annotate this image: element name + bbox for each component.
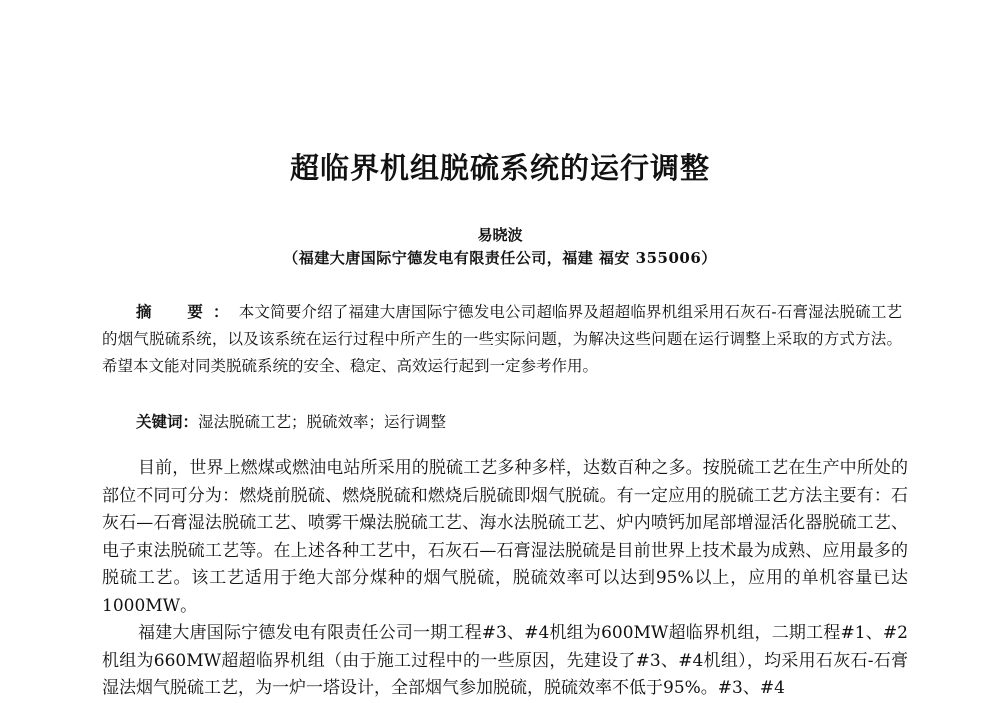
- author-name: 易晓波: [477, 226, 523, 244]
- keywords-text: 湿法脱硫工艺；脱硫效率；运行调整: [198, 413, 447, 431]
- body-paragraph-2: 福建大唐国际宁德发电有限责任公司一期工程#3、#4机组为600MW超临界机组，二期工程#1、#2机组为660MW超超临界机组（由于施工过程中的一些原因，先建设了#3、#4机组），均采用石灰石-石膏湿法烟气脱硫工艺，为一炉一塔设计，全部烟气参加脱硫，脱硫效率不低于95%。#3、#4: [102, 623, 908, 698]
- author-affiliation: （福建大唐国际宁德发电有限责任公司，福建 福安 355006）: [283, 249, 717, 267]
- abstract-label: 摘 要：: [136, 302, 239, 321]
- abstract: [102, 298, 902, 380]
- keywords: [136, 408, 896, 436]
- keywords-label: 关键词：: [136, 412, 199, 431]
- body-paragraph-1: 目前，世界上燃煤或燃油电站所采用的脱硫工艺多种多样，达数百种之多。按脱硫工艺在生产中所处的部位不同可分为：燃烧前脱硫、燃烧脱硫和燃烧后脱硫即烟气脱硫。有一定应用的脱硫工艺方法主要有：石灰石—石膏湿法脱硫工艺、喷雾干燥法脱硫工艺、海水法脱硫工艺、炉内喷钙加尾部增湿活化器脱硫工艺、电子束法脱硫工艺等。在上述各种工艺中，石灰石—石膏湿法脱硫是目前世界上技术最为成熟、应用最多的脱硫工艺。该工艺适用于绝大部分煤种的烟气脱硫，脱硫效率可以达到95%以上，应用的单机容量已达1000MW。: [102, 458, 908, 616]
- abstract-text: 本文简要介绍了福建大唐国际宁德发电公司超临界及超超临界机组采用石灰石-石膏湿法脱硫工艺的烟气脱硫系统，以及该系统在运行过程中所产生的一些实际问题，为解决这些问题在运行调整上采取的方式方法。希望本文能对同类脱硫系统的安全、稳定、高效运行起到一定参考作用。: [102, 303, 902, 375]
- paper-title: 超临界机组脱硫系统的运行调整: [289, 151, 710, 185]
